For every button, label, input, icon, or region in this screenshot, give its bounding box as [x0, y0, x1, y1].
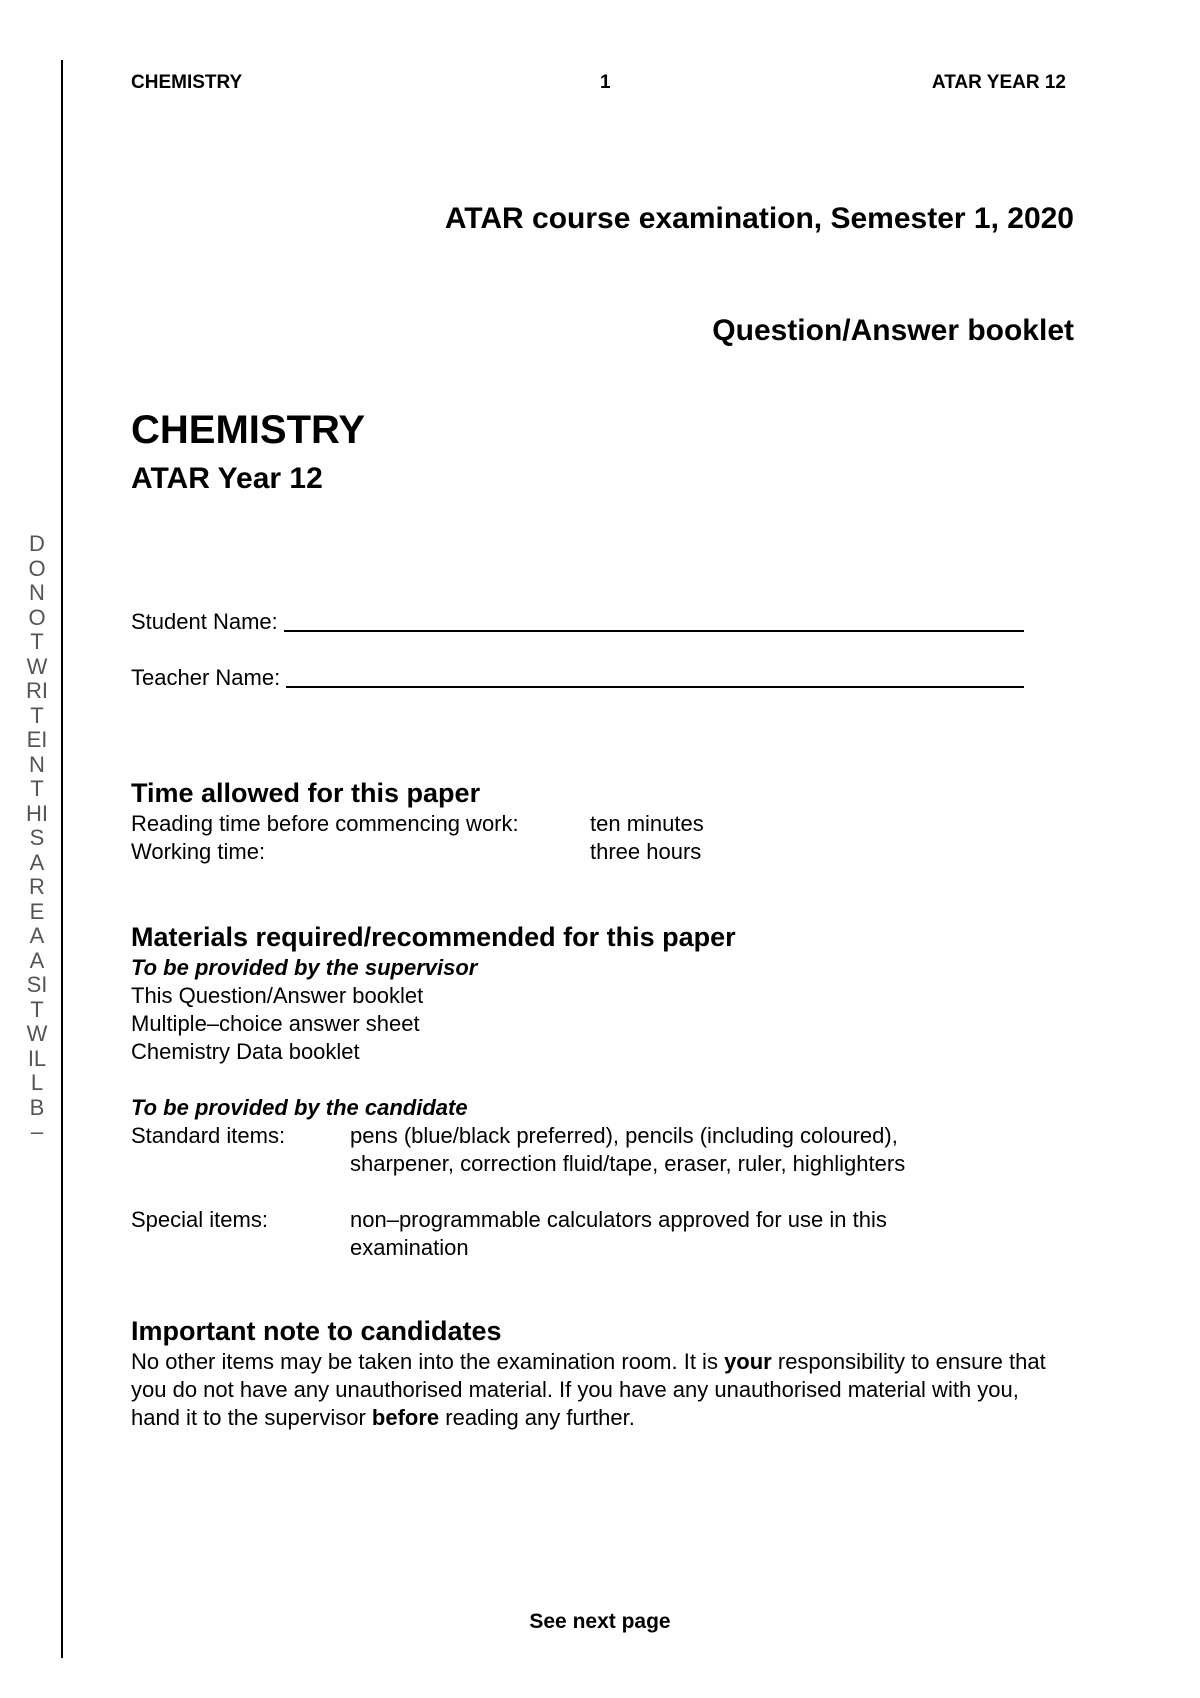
student-name-field	[131, 608, 1024, 635]
note-emphasis: your	[724, 1349, 772, 1374]
exam-title: ATAR course examination, Semester 1, 2020	[444, 202, 1074, 235]
time-value: ten minutes	[590, 811, 704, 836]
time-row	[131, 838, 1031, 866]
note-emphasis: before	[371, 1405, 440, 1430]
candidate-item-label: Standard items:	[131, 1123, 286, 1148]
header-page-number: 1	[600, 72, 611, 93]
materials-heading: Materials required/recommended for this paper	[131, 922, 736, 952]
supervisor-heading: To be provided by the supervisor	[131, 955, 478, 980]
note-text: No other items may be taken into the examination room. It is	[131, 1349, 725, 1374]
candidate-item-value: pens (blue/black preferred), pencils (including coloured), sharpener, correction fluid/tape, eraser, ruler, highlighters	[350, 1123, 906, 1176]
student-name-label: Student Name:	[131, 609, 278, 634]
list-item: Chemistry Data booklet	[131, 1039, 360, 1064]
student-name-input-line[interactable]	[284, 608, 1024, 632]
materials-section	[131, 920, 1081, 1262]
note-text: responsibility to ensure that you do not have any unauthorised material. If you have any unauthorised material with you, hand it to the supervisor	[131, 1349, 1046, 1430]
header-year: ATAR YEAR 12	[931, 72, 1066, 93]
teacher-name-label: Teacher Name:	[131, 665, 281, 690]
time-allowed-section	[131, 776, 1031, 866]
candidate-item-value: non–programmable calculators approved for use in this examination	[350, 1207, 887, 1260]
time-label: Reading time before commencing work:	[131, 811, 519, 836]
candidate-item-label: Special items:	[131, 1207, 268, 1232]
booklet-title: Question/Answer booklet	[712, 314, 1074, 347]
time-value: three hours	[590, 839, 702, 864]
time-label: Working time:	[131, 839, 266, 864]
year-level: ATAR Year 12	[131, 462, 323, 495]
teacher-name-field	[131, 664, 1024, 691]
footer-see-next-page: See next page	[529, 1610, 671, 1633]
header-subject: CHEMISTRY	[131, 72, 243, 93]
list-item: This Question/Answer booklet	[131, 983, 424, 1008]
subject-title: CHEMISTRY	[131, 408, 366, 452]
important-note-text	[131, 1348, 1061, 1432]
important-note-section	[131, 1314, 1061, 1432]
list-item: Multiple–choice answer sheet	[131, 1011, 420, 1036]
margin-line	[61, 60, 63, 1658]
time-row	[131, 810, 1031, 838]
margin-notice: DONOTWRITEINTHISAREAASITWILLB–	[26, 531, 48, 1144]
candidate-item-row	[131, 1122, 1081, 1178]
teacher-name-input-line[interactable]	[286, 664, 1024, 688]
important-note-heading: Important note to candidates	[131, 1316, 502, 1346]
candidate-heading: To be provided by the candidate	[131, 1095, 468, 1120]
note-text: reading any further.	[439, 1405, 635, 1430]
time-allowed-heading: Time allowed for this paper	[131, 778, 481, 808]
candidate-item-row	[131, 1206, 1081, 1262]
